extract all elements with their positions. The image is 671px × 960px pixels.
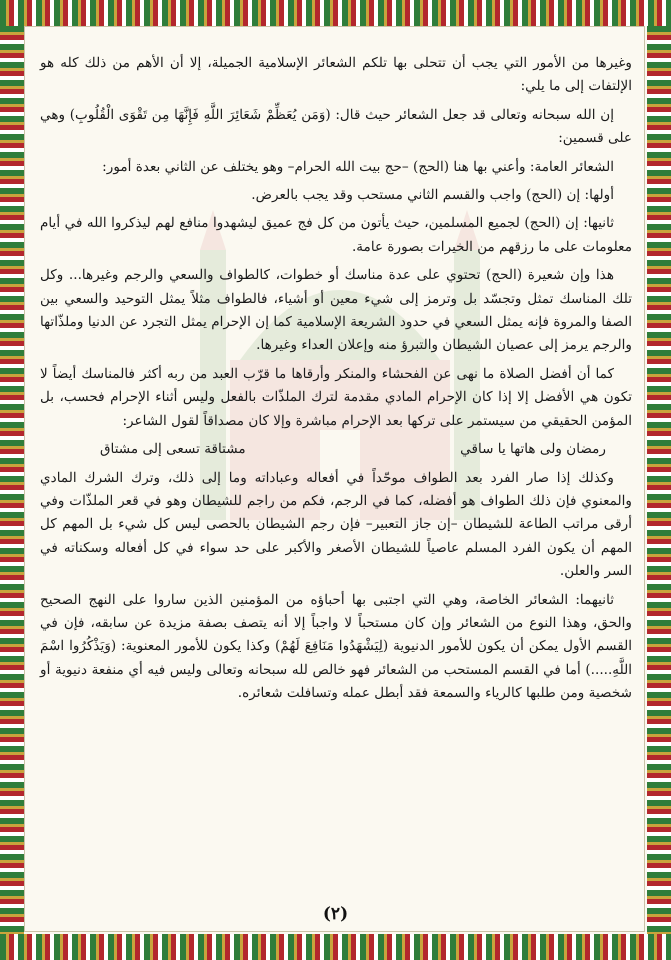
- paragraph-9: ثانيهما: الشعائر الخاصة، وهي التي اجتبى بها أحباؤه من المؤمنين الذين ساروا على النهج الصحيح والحق، وهذا النوع من الشعائر وإن كان مستحباً لا واجباً إلا أنه يتصف بصفة مزيدة عن سابقه، فإن في القسم الأول يمكن أن يكون للأمور الدنيوية (لِيَشْهَدُوا مَنَافِعَ لَهُمْ) وكذا يكون للأمور المعنوية: (وَيَذْكُرُوا اسْمَ اللَّهِ.....) أما في القسم المستحب من الشعائر فهو خالص لله سبحانه وتعالى وليس فيه أي منفعة دنيوية أو شخصية ومن طلبها كالرياء والسمعة فقد أبطل عمله وتسافلت شعائره.: [40, 591, 632, 702]
- paragraph-2: إن الله سبحانه وتعالى قد جعل الشعائر حيث قال: (وَمَن يُعَظِّمْ شَعَائِرَ اللَّهِ فَإِنَّهَا مِن تَقْوَى الْقُلُوبِ) وهي على قسمين:: [40, 106, 632, 147]
- decorative-border-bottom: [0, 934, 671, 960]
- poem-hemistich-1: رمضان ولى هاتها يا ساقي: [460, 441, 606, 458]
- paragraph-7: كما أن أفضل الصلاة ما نهى عن الفحشاء والمنكر وأرقاها ما قرّب العبد من ربه أكثر فالمناسك أيضاً لا تكون هي الأفضل إلا إذا كان الإحرام المادي مقدمة لترك الملذّات بالفعل وليس أثناء الإحرام فحسب، بل المؤمن الحقيقي من سيستمر على تركها بعد الإحرام مباشرة وإلا كان مصداقاً لقول الشاعر:: [40, 365, 632, 429]
- document-body: [40, 52, 632, 892]
- paragraph-8: وكذلك إذا صار الفرد بعد الطواف موحّداً في أفعاله وعباداته وما إلى ذلك، وترك الشرك المادي والمعنوي فإن ذلك الطواف هو أفضله، كما في الرجم، فكم من راجم للشيطان وهو في قعر الملذّات وفي أرقى مراتب الطاعة للشيطان –إن جاز التعبير– فإن رجم الشيطان بالحصى ليس كل شيء بل المهم كل المهم أن يكون الفرد المسلم عاصياً للشيطان الأصغر والأكبر على حد سواء في كل أفعاله وسكناته في السر والعلن.: [40, 469, 632, 580]
- decorative-border-top: [0, 0, 671, 26]
- paragraph-4: أولها: إن (الحج) واجب والقسم الثاني مستحب وقد يجب بالعرض.: [251, 187, 614, 204]
- page-number: (٢): [322, 904, 349, 924]
- decorative-border-left: [0, 26, 24, 934]
- paragraph-1: وغيرها من الأمور التي يجب أن تتحلى بها تلكم الشعائر الإسلامية الجميلة، إلا أن الأهم من ذلك كله هو الإلتفات إلى ما يلي:: [40, 55, 632, 95]
- decorative-border-right: [647, 26, 671, 934]
- paragraph-6: هذا وإن شعيرة (الحج) تحتوي على عدة مناسك أو خطوات، كالطواف والسعي والرجم وغيرها... وكل تلك المناسك تمثل وتجسّد بل وترمز إلى شيء معين أو أشياء، فالطواف مثلاً يمثل التوحيد والسعي بين الصفا والمروة فإنه يمثل السعي في حدود الشريعة الإسلامية كما إن الإحرام يمثل التجرد عن الدنيا وملذّاتها والرجم يرمز إلى عصيان الشيطان والتبرؤ منه وإعلان العداء وغيرها.: [40, 267, 632, 354]
- poem-verse: [40, 438, 632, 461]
- poem-hemistich-2: مشتاقة تسعى إلى مشتاق: [100, 441, 246, 458]
- paragraph-3: الشعائر العامة: وأعني بها هنا (الحج) –حج بيت الله الحرام– وهو يختلف عن الثاني بعدة أمور:: [102, 158, 614, 175]
- paragraph-5: ثانيها: إن (الحج) لجميع المسلمين، حيث يأتون من كل فج عميق ليشهدوا منافع لهم ليذكروا الله في أيام معلومات على ما رزقهم من الخيرات بصورة عامة.: [40, 215, 632, 255]
